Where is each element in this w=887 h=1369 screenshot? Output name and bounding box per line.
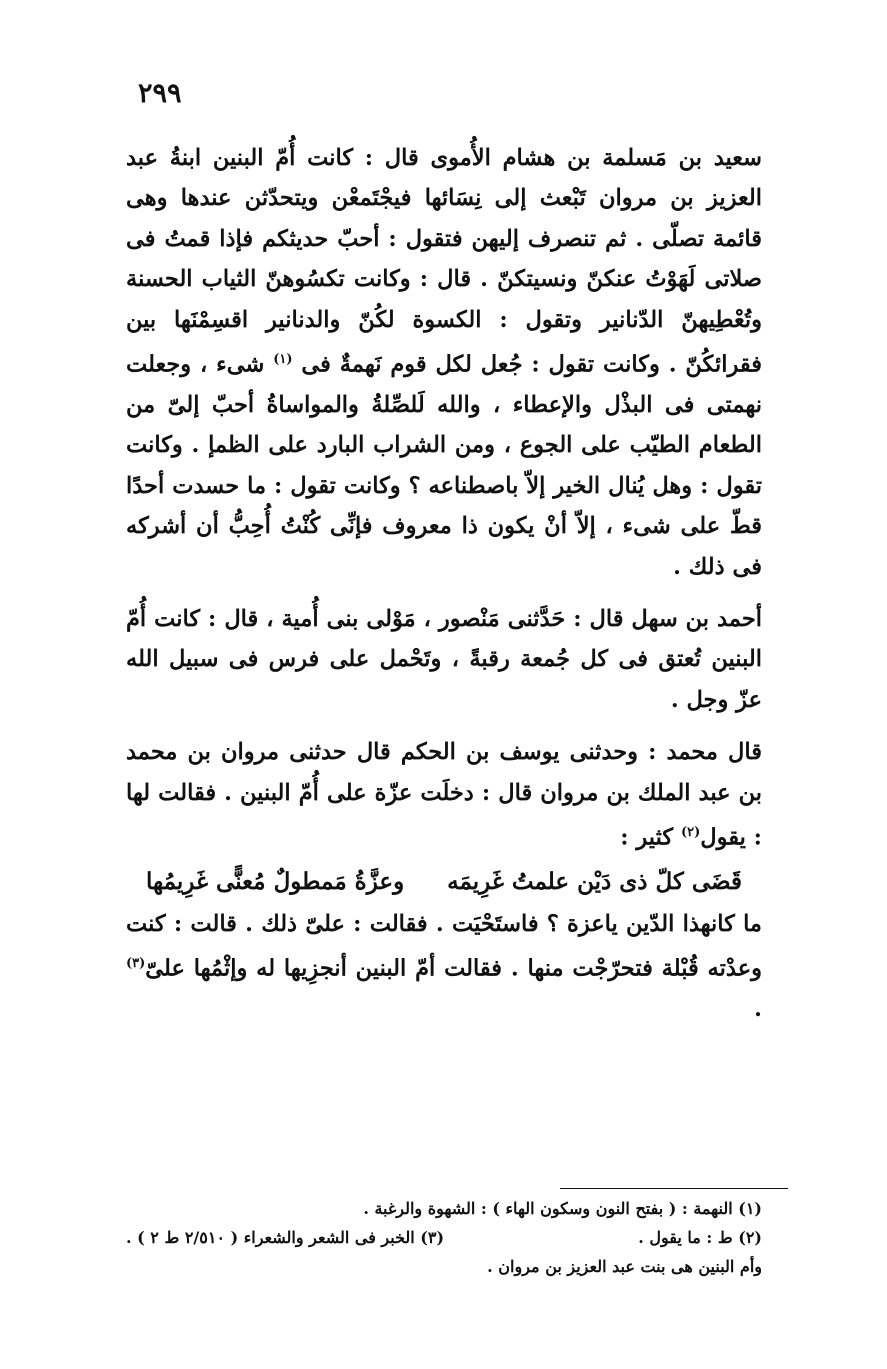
paragraph-3 [126, 732, 762, 858]
verse-second-hemistich: وعزَّةُ مَمطولٌ مُعنًّى غَرِيمُها [146, 867, 405, 895]
footnote-ref-2[interactable]: (٢) [680, 825, 701, 840]
main-text [126, 138, 762, 1030]
footnote-divider [560, 1188, 788, 1189]
footnote-3-continuation: وأم البنين هى بنت عبد العزيز بن مروان . [487, 1257, 762, 1276]
paragraph-4-text: ما كانهذا الدّين ياعزة ؟ فاستَحْيَت . فقالت : علىّ ذلك . قالت : كنت وعدْته قُبْلة فتحرّجْت منها . فقالت أمّ البنين أنجزِيها له وإثْمُها علىّ [126, 910, 762, 982]
paragraph-3-tail: كثير : [620, 824, 681, 851]
paragraph-2: أحمد بن سهل قال : حَدَّثنى مَنْصور ، مَوْلى بنى أُمية ، قال : كانت أُمّ البنين تُعتق فى كل جُمعة رقبةً ، وتَحْمل على فرس فى سبيل الله عزّ وجل . [126, 605, 762, 713]
poetry-verse [146, 860, 742, 904]
paragraph-4-tail: . [754, 996, 762, 1023]
footnote-1: (١) النهمة : ( بفتح النون وسكون الهاء ) : الشهوة والرغبة . [363, 1199, 762, 1218]
footnote-ref-1[interactable]: (١) [273, 352, 293, 368]
paragraph-1 [126, 138, 762, 587]
footnote-ref-3[interactable]: (٣) [126, 956, 146, 972]
footnote-3: (٣) الخبر فى الشعر والشعراء ( ٢/٥١٠ ط ٢ ) . [126, 1228, 445, 1247]
page-number: ٢٩٩ [138, 78, 182, 109]
paragraph-4 [126, 904, 762, 1030]
paragraph-1-tail: شىء ، وجعلت نهمتى فى البذْل والإعطاء ، والله لَلصِّلةُ والمواساةُ أحبّ إلىّ من الطعام الطيّب على الجوع ، ومن الشراب البارد على الظمإ . وكانت تقول : وهل يُنال الخير إلاّ باصطناعه ؟ وكانت تقول : ما حسدت أحدًا قطّ على شىء ، إلاّ أنْ يكون ذا معروف فإنِّى كُنْتُ أُحِبُّ أن أشركه فى ذلك . [126, 351, 762, 580]
footnote-row-2-3 [126, 1223, 762, 1252]
paragraph-1-text: سعيد بن مَسلمة بن هشام الأُموى قال : كانت أُمّ البنين ابنةُ عبد العزيز بن مروان تَبْعث إلى نِسَائها فيجْتَمعْن ويتحدّثن عندها وهى قائمة تصلّى . ثم تنصرف إليهن فتقول : أحبّ حديثكم فإذا قمتُ فى صلاتى لَهَوْتُ عنكنّ ونسيتكنّ . قال : وكانت تكسُوهنّ الثياب الحسنة وتُعْطِيهنّ الدّنانير وتقول : الكسوة لكُنّ والدنانير اقسِمْنَها بين فقرائكُنّ . وكانت تقول : جُعل لكل قوم نَهمةٌ فى [126, 145, 763, 378]
paragraph-3-text: قال محمد : وحدثنى يوسف بن الحكم قال حدثنى مروان بن محمد بن عبد الملك بن مروان قال : دخلَت عزّة على أُمّ البنين . فقالت لها : يقول [126, 739, 762, 851]
footnotes [126, 1194, 762, 1281]
verse-first-hemistich: قَضَى كلّ ذى دَيْن علمتُ غَرِيمَه [447, 867, 742, 895]
footnote-2: (٢) ط : ما يقول . [638, 1228, 762, 1247]
